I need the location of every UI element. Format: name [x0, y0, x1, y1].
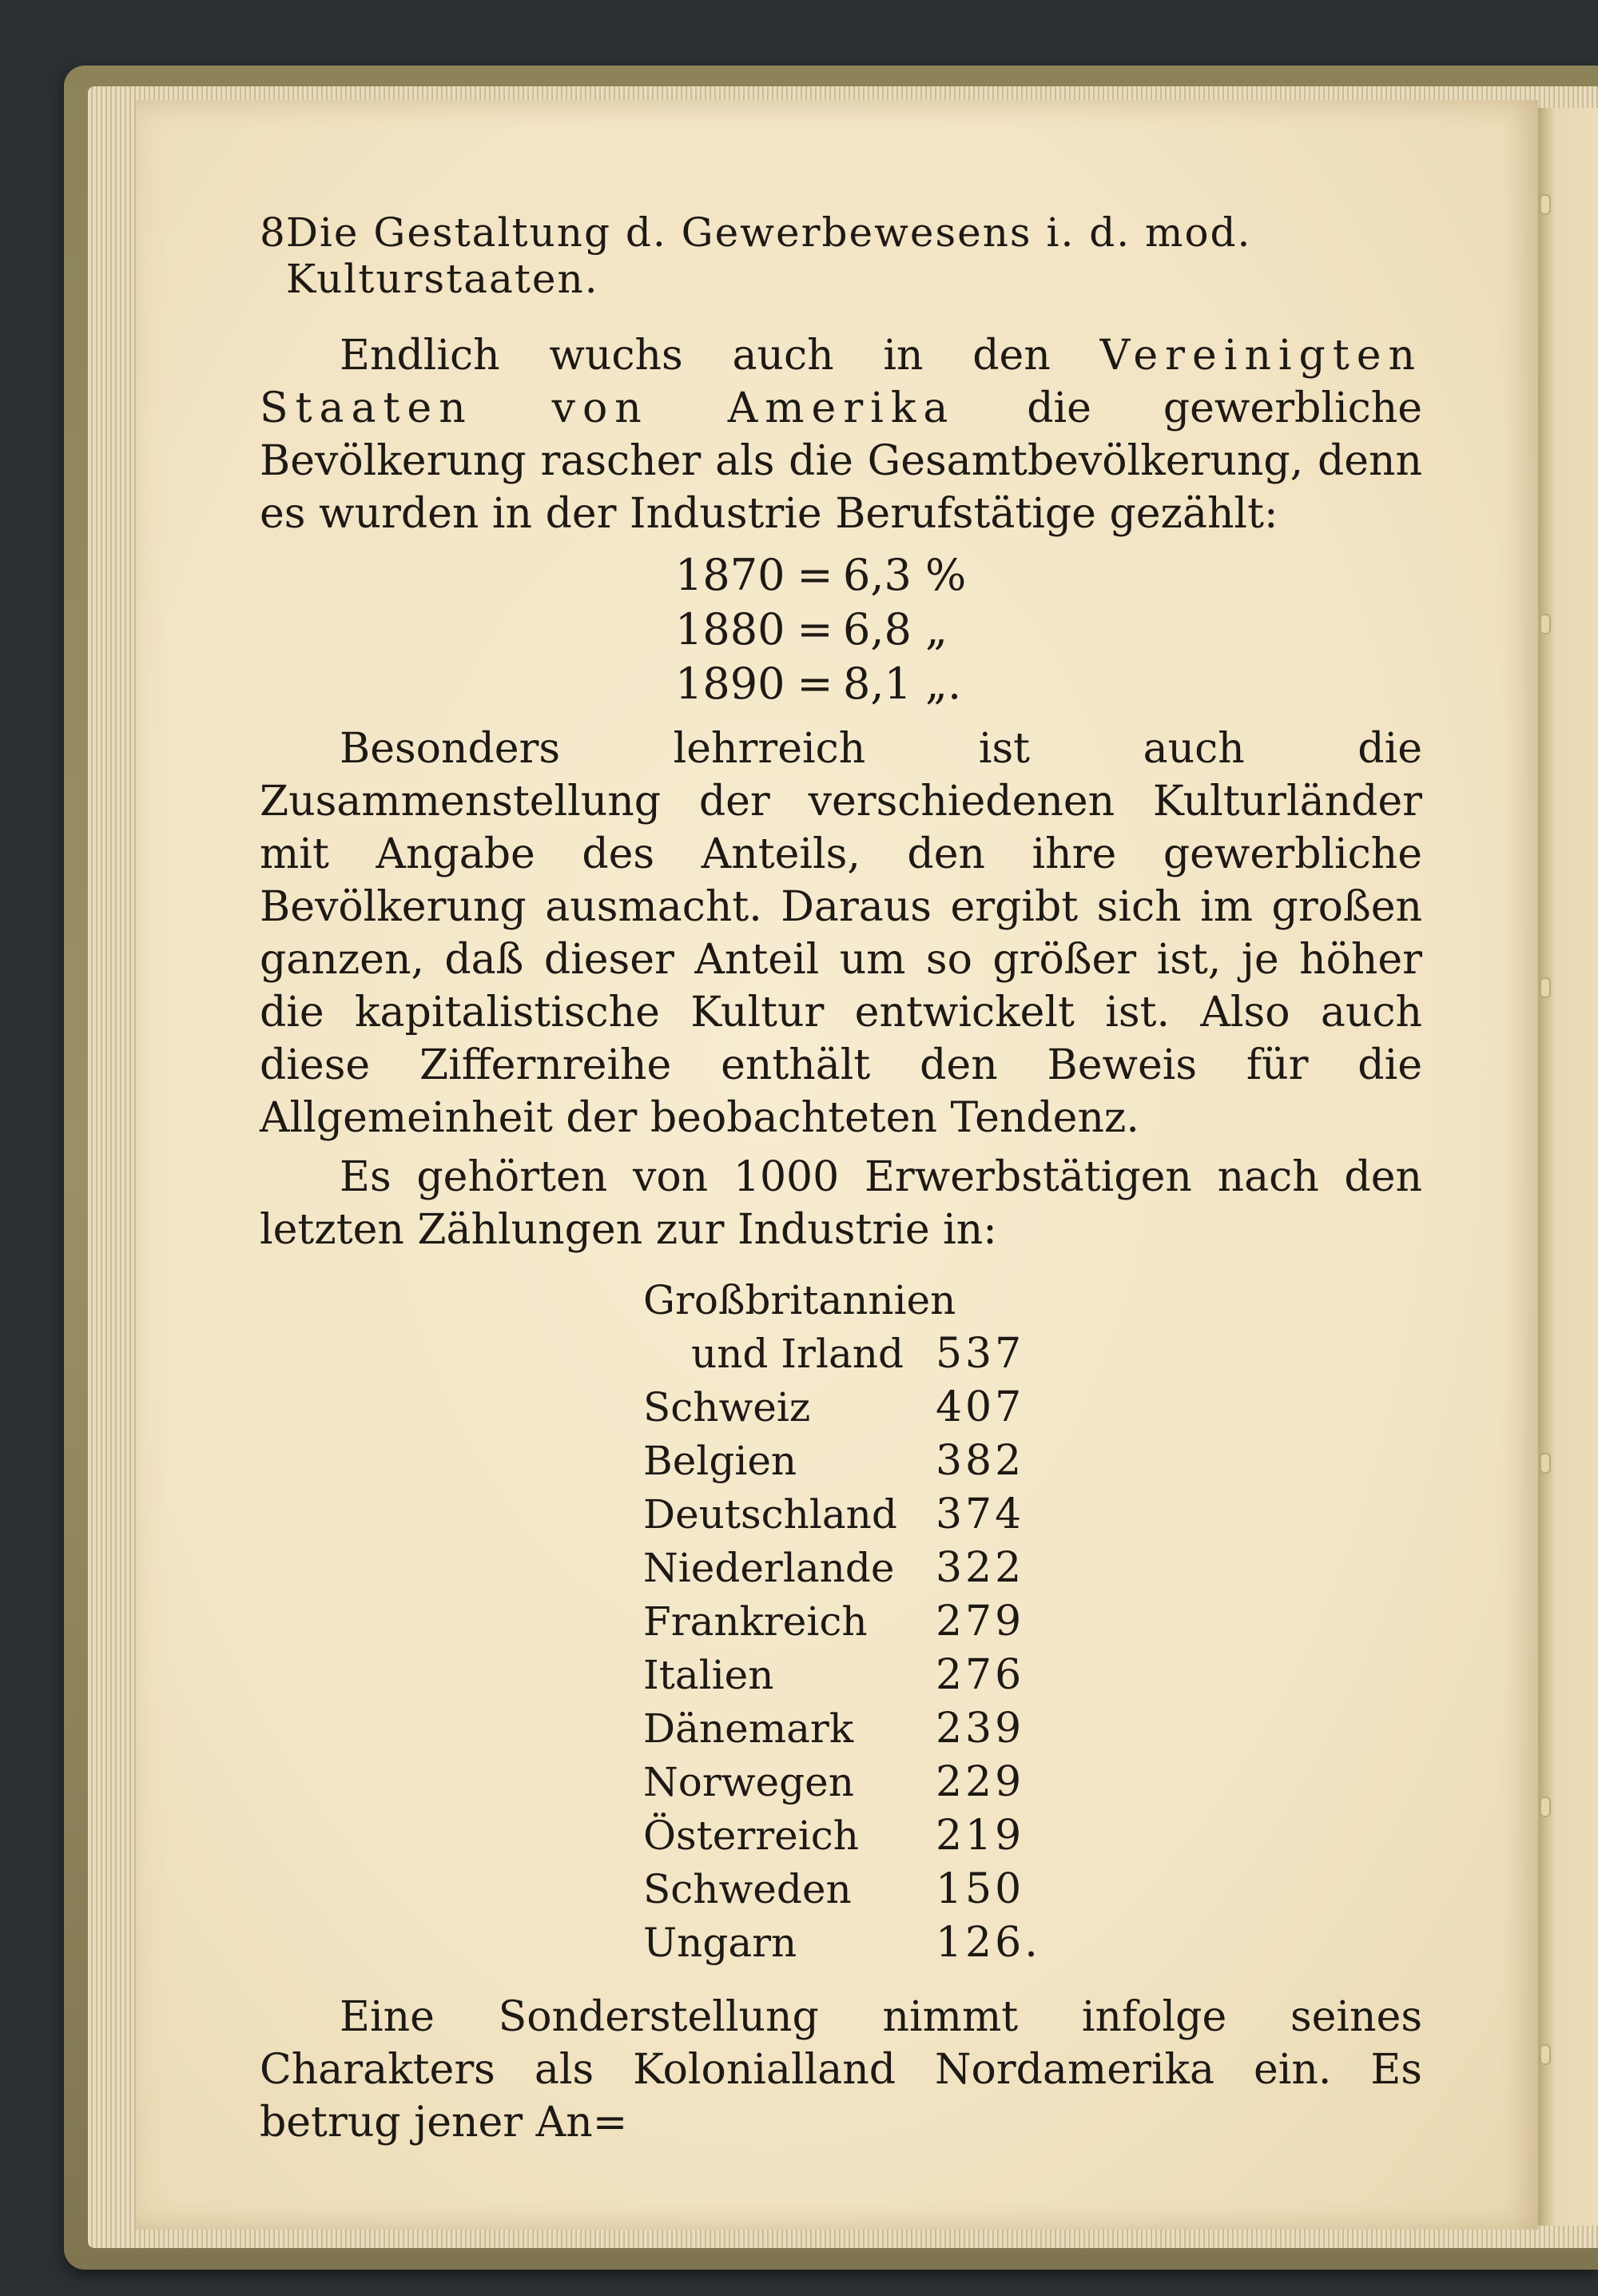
- stat-year: 1880: [675, 604, 785, 655]
- binding-stitch: [1541, 615, 1549, 633]
- stat-value: 8,1 „.: [843, 659, 962, 709]
- country-value: 407: [935, 1383, 1025, 1431]
- table-row: [643, 1863, 1041, 1916]
- country-name: Niederlande: [643, 1545, 895, 1591]
- country-name: und Irland: [691, 1331, 904, 1377]
- table-row: [643, 1916, 1041, 1970]
- country-name: Frankreich: [643, 1598, 868, 1645]
- table-row: [643, 1488, 1041, 1542]
- table-row: [643, 1327, 1041, 1381]
- country-name: Schweden: [643, 1866, 852, 1912]
- binding-stitch: [1541, 196, 1549, 213]
- table-row: [643, 1649, 1041, 1702]
- country-industry-table: [643, 1274, 1041, 1970]
- table-row: [643, 1702, 1041, 1756]
- paragraph-us-intro: [260, 329, 1422, 540]
- table-row: [643, 1381, 1041, 1435]
- country-value: 537: [935, 1330, 1025, 1378]
- country-name: Ungarn: [643, 1920, 797, 1966]
- country-name: Dänemark: [643, 1705, 854, 1752]
- stat-row: [675, 548, 1422, 603]
- page-content: [260, 209, 1422, 2149]
- stat-year: 1890: [675, 659, 785, 709]
- facing-page-edge: [1538, 108, 1598, 2226]
- paragraph-us-rest: die gewerbliche Bevölkerung rascher als die Gesamtbevölkerung, denn es wurden in der Industrie Berufstätige gezählt:: [260, 384, 1422, 538]
- stat-year: 1870: [675, 550, 785, 600]
- country-value: 279: [935, 1598, 1025, 1645]
- us-industry-share-list: [675, 548, 1422, 711]
- table-row: [643, 1809, 1041, 1863]
- country-value: 126.: [935, 1919, 1041, 1967]
- stat-value: 6,3 %: [843, 550, 967, 600]
- binding-stitch: [1541, 979, 1549, 997]
- country-value: 219: [935, 1812, 1025, 1860]
- stat-equals: =: [797, 659, 833, 709]
- country-name: Österreich: [643, 1813, 859, 1859]
- stat-row: [675, 603, 1422, 657]
- country-value: 382: [935, 1437, 1025, 1485]
- country-value: 229: [935, 1758, 1025, 1806]
- country-value: 150: [935, 1865, 1025, 1913]
- table-row: [643, 1756, 1041, 1809]
- stat-equals: =: [797, 550, 833, 600]
- country-value: 239: [935, 1705, 1025, 1753]
- country-name: Schweiz: [643, 1384, 811, 1431]
- running-head: [260, 209, 1422, 302]
- stat-equals: =: [797, 604, 833, 655]
- country-value: 322: [935, 1544, 1025, 1592]
- country-name: Italien: [643, 1652, 774, 1698]
- country-value: 276: [935, 1651, 1025, 1699]
- stat-row: [675, 657, 1422, 711]
- paragraph-comparison: Besonders lehrreich ist auch die Zusammenstellung der verschiedenen Kulturländer mit Angabe des Anteils, den ihre gewerbliche Bevölkerung ausmacht. Daraus ergibt sich im großen ganzen, daß dieser Anteil um so größer ist, je höher die kapitalistische Kultur entwickelt ist. Also auch diese Ziffernreihe enthält den Beweis für die Allgemeinheit der beobachteten Tendenz.: [260, 725, 1422, 1142]
- binding-stitch: [1541, 1454, 1549, 1472]
- paragraph-us-lead: Endlich wuchs auch in den: [340, 332, 1051, 380]
- country-name: Großbritannien: [643, 1277, 956, 1323]
- table-row: [643, 1274, 1041, 1327]
- country-value: 374: [935, 1490, 1025, 1538]
- binding-stitch: [1541, 2046, 1549, 2063]
- running-title: Die Gestaltung d. Gewerbewesens i. d. mod. Kulturstaaten.: [285, 209, 1252, 302]
- emphasis-united-states: Vereinigten Staaten von Amerika: [260, 332, 1423, 432]
- page-number: 8: [260, 209, 286, 256]
- paragraph-north-america: Eine Sonderstellung nimmt infolge seines Charakters als Kolonialland Nordamerika ein. Es betrug jener An=: [260, 1993, 1422, 2147]
- table-row: [643, 1542, 1041, 1595]
- country-name: Deutschland: [643, 1491, 897, 1538]
- country-name: Belgien: [643, 1438, 797, 1484]
- table-row: [643, 1595, 1041, 1649]
- table-row: [643, 1435, 1041, 1488]
- stat-value: 6,8 „: [843, 604, 948, 655]
- binding-stitch: [1541, 1798, 1549, 1816]
- country-name: Norwegen: [643, 1759, 854, 1805]
- paragraph-census-intro: Es gehörten von 1000 Erwerbstätigen nach den letzten Zählungen zur Industrie in:: [260, 1153, 1422, 1254]
